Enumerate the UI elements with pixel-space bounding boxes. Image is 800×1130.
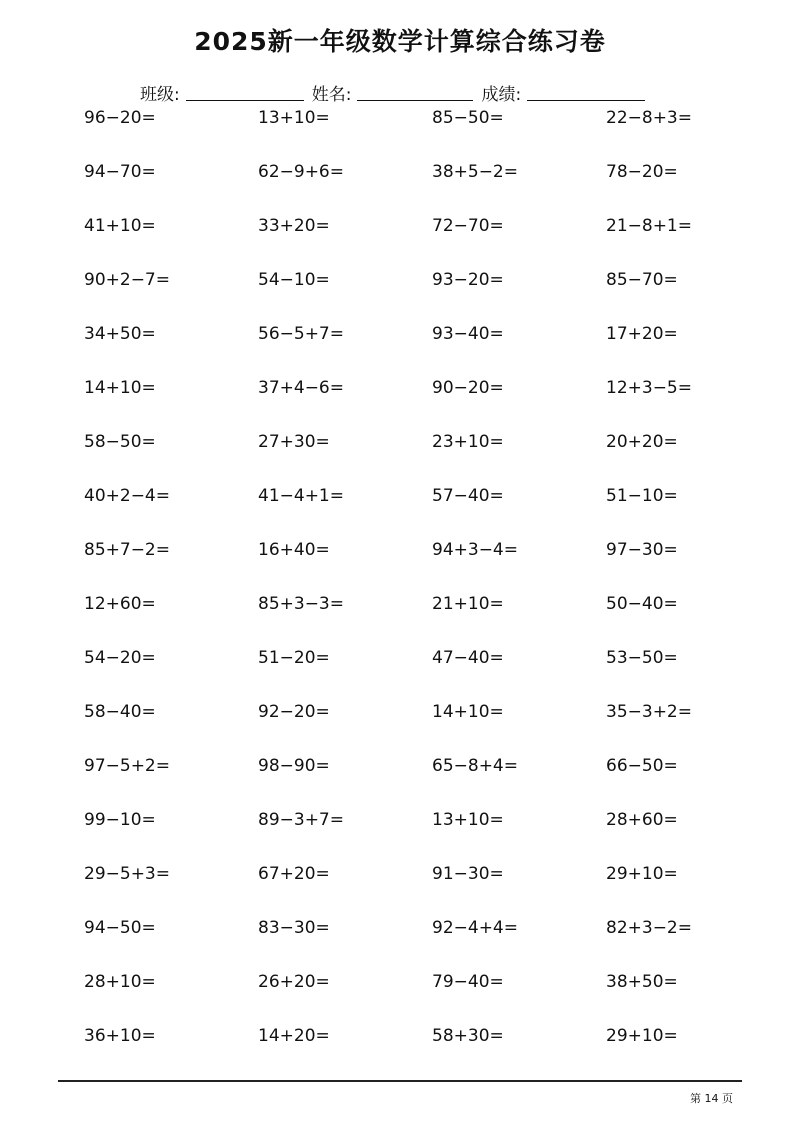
math-problem: 72−70=: [432, 216, 504, 236]
math-problem: 13+10=: [258, 108, 330, 128]
math-problem: 93−20=: [432, 270, 504, 290]
problem-grid: [84, 106, 766, 1078]
math-problem: 99−10=: [84, 810, 156, 830]
math-problem: 53−50=: [606, 648, 678, 668]
math-problem: 47−40=: [432, 648, 504, 668]
math-problem: 28+60=: [606, 810, 678, 830]
math-problem: 54−10=: [258, 270, 330, 290]
math-problem: 58+30=: [432, 1026, 504, 1046]
math-problem: 89−3+7=: [258, 810, 344, 830]
math-problem: 51−20=: [258, 648, 330, 668]
math-problem: 27+30=: [258, 432, 330, 452]
math-problem: 98−90=: [258, 756, 330, 776]
math-problem: 12+3−5=: [606, 378, 692, 398]
math-problem: 90+2−7=: [84, 270, 170, 290]
math-problem: 57−40=: [432, 486, 504, 506]
student-info-row: [140, 80, 653, 105]
math-problem: 29+10=: [606, 1026, 678, 1046]
math-problem: 36+10=: [84, 1026, 156, 1046]
math-problem: 92−20=: [258, 702, 330, 722]
math-problem: 21+10=: [432, 594, 504, 614]
math-problem: 14+10=: [84, 378, 156, 398]
math-problem: 54−20=: [84, 648, 156, 668]
math-problem: 51−10=: [606, 486, 678, 506]
math-problem: 14+10=: [432, 702, 504, 722]
math-problem: 35−3+2=: [606, 702, 692, 722]
math-problem: 79−40=: [432, 972, 504, 992]
math-problem: 22−8+3=: [606, 108, 692, 128]
math-problem: 29+10=: [606, 864, 678, 884]
math-problem: 56−5+7=: [258, 324, 344, 344]
math-problem: 41+10=: [84, 216, 156, 236]
math-problem: 94−50=: [84, 918, 156, 938]
math-problem: 94−70=: [84, 162, 156, 182]
math-problem: 41−4+1=: [258, 486, 344, 506]
math-problem: 85−70=: [606, 270, 678, 290]
class-blank-line: [186, 99, 304, 101]
math-problem: 20+20=: [606, 432, 678, 452]
math-problem: 12+60=: [84, 594, 156, 614]
math-problem: 38+5−2=: [432, 162, 518, 182]
math-problem: 34+50=: [84, 324, 156, 344]
math-problem: 67+20=: [258, 864, 330, 884]
math-problem: 58−40=: [84, 702, 156, 722]
math-problem: 16+40=: [258, 540, 330, 560]
math-problem: 33+20=: [258, 216, 330, 236]
math-problem: 14+20=: [258, 1026, 330, 1046]
math-problem: 91−30=: [432, 864, 504, 884]
math-problem: 83−30=: [258, 918, 330, 938]
math-problem: 29−5+3=: [84, 864, 170, 884]
math-problem: 21−8+1=: [606, 216, 692, 236]
name-label: 姓名:: [311, 85, 352, 105]
footer-divider: [58, 1080, 742, 1082]
math-problem: 94+3−4=: [432, 540, 518, 560]
math-problem: 37+4−6=: [258, 378, 344, 398]
math-problem: 85+7−2=: [84, 540, 170, 560]
math-problem: 97−30=: [606, 540, 678, 560]
math-problem: 58−50=: [84, 432, 156, 452]
math-problem: 85−50=: [432, 108, 504, 128]
math-problem: 50−40=: [606, 594, 678, 614]
math-problem: 82+3−2=: [606, 918, 692, 938]
math-problem: 65−8+4=: [432, 756, 518, 776]
math-problem: 92−4+4=: [432, 918, 518, 938]
math-problem: 17+20=: [606, 324, 678, 344]
math-problem: 66−50=: [606, 756, 678, 776]
math-problem: 38+50=: [606, 972, 678, 992]
class-label: 班级:: [140, 85, 180, 105]
math-problem: 28+10=: [84, 972, 156, 992]
math-problem: 78−20=: [606, 162, 678, 182]
page-title: 2025新一年级数学计算综合练习卷: [194, 27, 606, 56]
math-problem: 62−9+6=: [258, 162, 344, 182]
math-problem: 97−5+2=: [84, 756, 170, 776]
math-problem: 23+10=: [432, 432, 504, 452]
math-problem: 40+2−4=: [84, 486, 170, 506]
math-problem: 96−20=: [84, 108, 156, 128]
math-problem: 85+3−3=: [258, 594, 344, 614]
name-blank-line: [357, 99, 473, 101]
math-problem: 13+10=: [432, 810, 504, 830]
math-problem: 26+20=: [258, 972, 330, 992]
math-problem: 93−40=: [432, 324, 504, 344]
score-blank-line: [527, 99, 645, 101]
score-label: 成绩:: [481, 85, 522, 105]
math-problem: 90−20=: [432, 378, 504, 398]
page-number: 第 14 页: [690, 1092, 733, 1105]
